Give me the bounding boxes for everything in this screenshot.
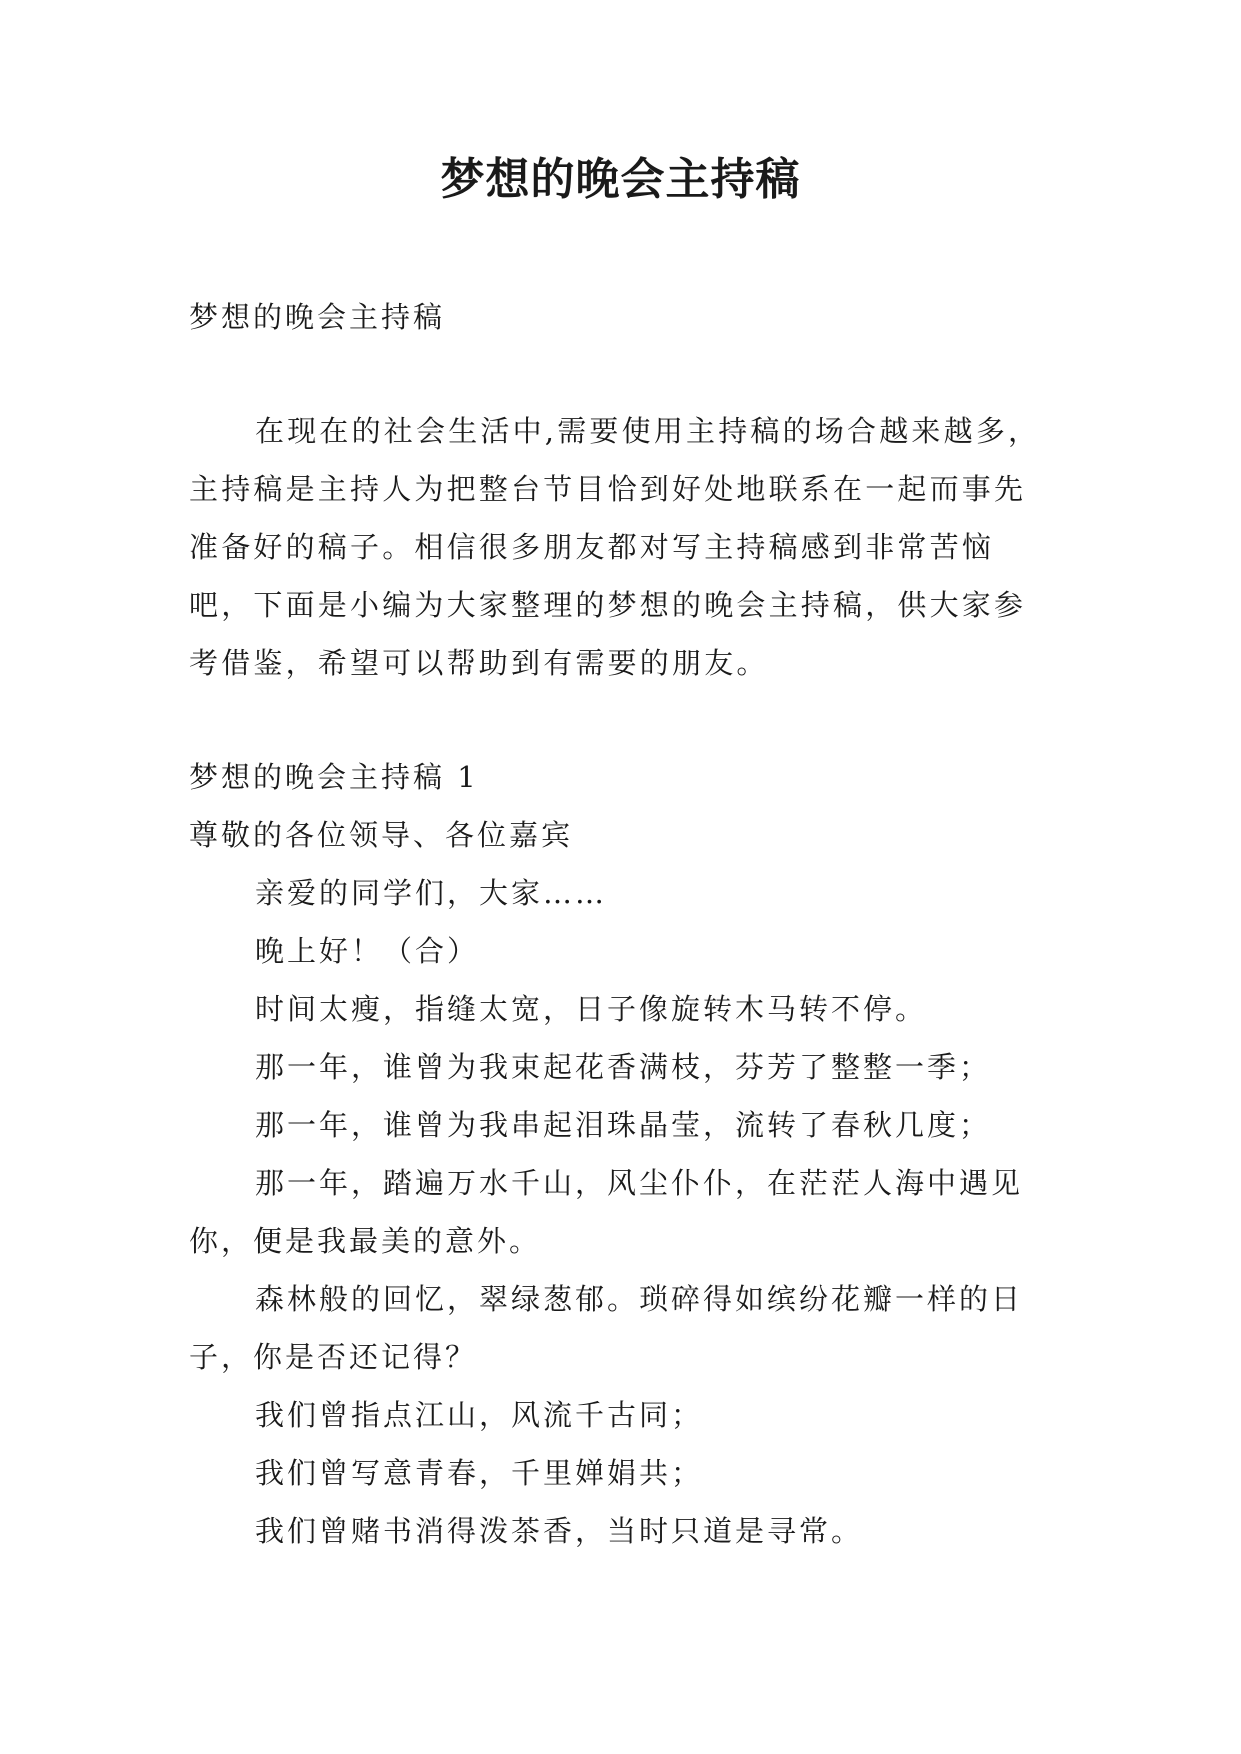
intro-paragraph: 在现在的社会生活中,需要使用主持稿的场合越来越多，主持稿是主持人为把整台节目恰到好处地联系在一起而事先准备好的稿子。相信很多朋友都对写主持稿感到非常苦恼吧，下面是小编为大家整理的梦想的晚会主持稿，供大家参考借鉴，希望可以帮助到有需要的朋友。 [189, 414, 1041, 680]
body-line: 那一年，谁曾为我串起泪珠晶莹，流转了春秋几度； [255, 1108, 992, 1142]
body-line: 亲爱的同学们，大家…… [255, 876, 608, 910]
body-line: 我们曾写意青春，千里婵娟共； [255, 1456, 704, 1490]
document-subtitle: 梦想的晚会主持稿 [189, 300, 446, 334]
document-body [189, 288, 1055, 1560]
body-line: 晚上好！（合） [255, 934, 480, 968]
body-line-salutation: 尊敬的各位领导、各位嘉宾 [189, 818, 574, 852]
section-heading: 梦想的晚会主持稿 1 [189, 760, 479, 794]
body-line: 我们曾赌书消得泼茶香，当时只道是寻常。 [255, 1514, 864, 1548]
body-line: 我们曾指点江山，风流千古同； [255, 1398, 704, 1432]
body-line: 那一年，踏遍万水千山，风尘仆仆，在茫茫人海中遇见你，便是我最美的意外。 [189, 1166, 1024, 1258]
document-title: 梦想的晚会主持稿 [440, 154, 801, 205]
body-line: 森林般的回忆，翠绿葱郁。琐碎得如缤纷花瓣一样的日子，你是否还记得？ [189, 1282, 1024, 1374]
body-line: 那一年，谁曾为我束起花香满枝，芬芳了整整一季； [255, 1050, 992, 1084]
body-line: 时间太瘦，指缝太宽，日子像旋转木马转不停。 [255, 992, 928, 1026]
